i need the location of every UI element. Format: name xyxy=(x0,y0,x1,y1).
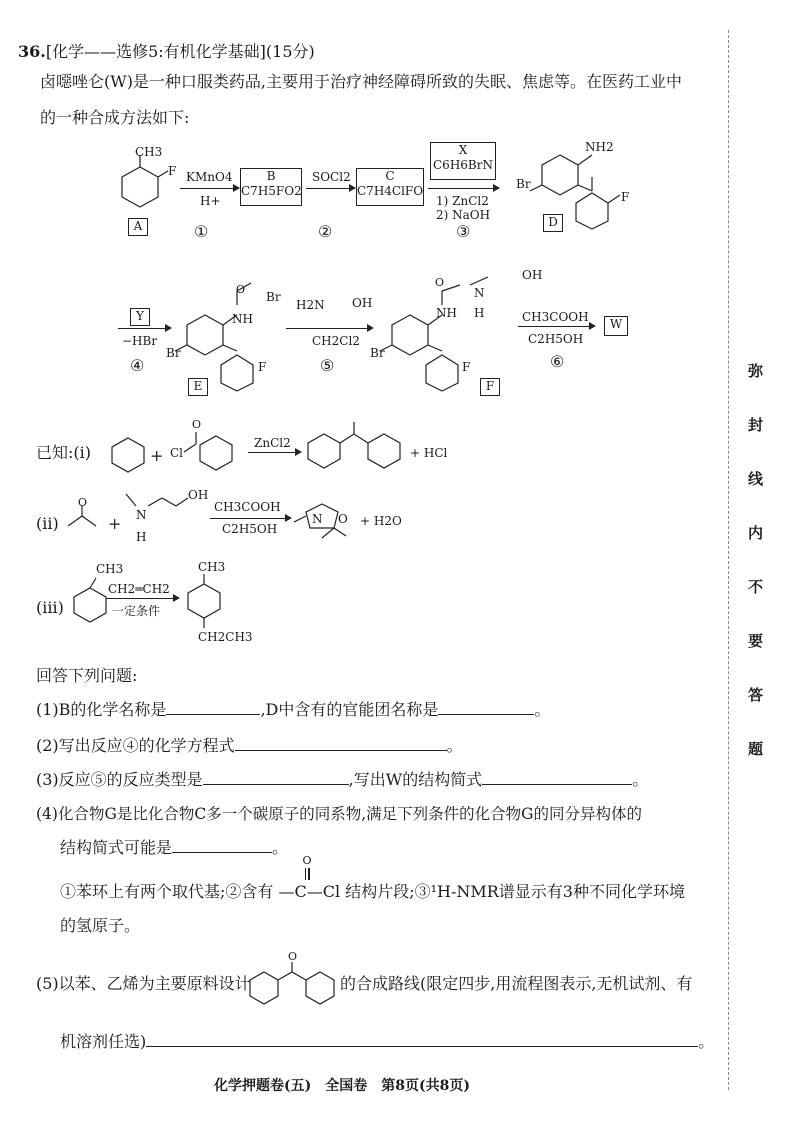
q4-fragment-double-bond xyxy=(305,868,307,880)
iii-bottom: 一定条件 xyxy=(112,604,161,618)
q3 xyxy=(36,770,648,790)
compound-C-box xyxy=(356,168,424,206)
B-label: B xyxy=(266,169,276,183)
q4-text-a: (4)化合物G是比化合物C多一个碳原子的同系物,满足下列条件的化合物G的同分异构体的 xyxy=(36,805,643,823)
arrow-iii xyxy=(106,598,178,599)
compound-E-structure xyxy=(165,265,285,395)
side-char-3: 线 xyxy=(748,470,764,488)
r3-cond2: 2) NaOH xyxy=(436,208,491,222)
F-NH: NH xyxy=(436,306,457,320)
r4-bottom: −HBr xyxy=(122,334,158,348)
E-Br2: Br xyxy=(166,346,181,360)
q1-answer-blank-2[interactable] xyxy=(438,700,534,715)
E-Br1: Br xyxy=(266,290,281,304)
ii-plus: + xyxy=(108,514,122,533)
X-formula: C6H6BrN xyxy=(433,158,493,172)
q4-line2 xyxy=(60,838,288,858)
ii-top: CH3COOH xyxy=(214,500,281,514)
D-NH2: NH2 xyxy=(585,140,614,154)
q3-text-b: ,写出W的结构简式 xyxy=(348,770,483,789)
q5-text-c: 机溶剂任选) xyxy=(60,1032,147,1051)
r1-top: KMnO4 xyxy=(186,170,233,184)
q5-benzophenone-structure xyxy=(246,962,338,1008)
C-formula: C7H4ClFO xyxy=(357,184,424,198)
ii-bottom: C2H5OH xyxy=(222,522,278,536)
q1-text-a: (1)B的化学名称是 xyxy=(36,700,167,719)
q4-cond-1: ①苯环上有两个取代基;②含有 xyxy=(60,882,274,901)
side-char-8: 题 xyxy=(748,740,764,758)
compound-D-label: D xyxy=(543,214,563,232)
iii-top: CH2═CH2 xyxy=(108,582,170,596)
arrow-ii xyxy=(210,518,290,519)
known-lead: 已知:(ⅰ) xyxy=(36,443,91,462)
ii-N: N xyxy=(136,508,147,522)
arrow-r2 xyxy=(306,188,354,189)
r6-top: CH3COOH xyxy=(522,310,589,324)
arrow-r3 xyxy=(428,188,498,189)
q2 xyxy=(36,736,463,756)
compound-E-label: E xyxy=(188,378,208,396)
E-NH: NH xyxy=(232,312,253,326)
ii-label: (ⅱ) xyxy=(36,514,59,533)
q3-answer-blank-2[interactable] xyxy=(482,770,632,785)
q4-text-c: 。 xyxy=(272,838,289,857)
q5-line3 xyxy=(60,1032,714,1052)
F-H: H xyxy=(474,306,485,320)
F-Br: Br xyxy=(370,346,385,360)
arrow-i xyxy=(248,452,300,453)
intro-line-1: 卤噁唑仑(W)是一种口服类药品,主要用于治疗神经障碍所致的失眠、焦虑等。在医药工业中 xyxy=(40,72,683,91)
q5-O: O xyxy=(288,950,298,963)
r2-top: SOCl2 xyxy=(312,170,351,184)
compound-W-label: W xyxy=(604,316,628,336)
r1-num: ① xyxy=(194,222,209,241)
ii-H: H xyxy=(136,530,147,544)
q3-answer-blank-1[interactable] xyxy=(203,770,349,785)
q4-text-b: 结构简式可能是 xyxy=(60,838,173,857)
r3-cond1: 1) ZnCl2 xyxy=(436,194,489,208)
i-cond: ZnCl2 xyxy=(254,436,291,450)
r3-num: ③ xyxy=(456,222,471,241)
D-Br: Br xyxy=(516,177,531,191)
arrow-r5 xyxy=(286,328,372,329)
question-title: [化学——选修5:有机化学基础](15分) xyxy=(45,42,315,61)
r5-H2N: H2N xyxy=(296,298,325,312)
r2-num: ② xyxy=(318,222,333,241)
q4-fragment-text: —C—Cl xyxy=(278,882,341,901)
ii-plus2: + H2O xyxy=(360,514,402,528)
i-plus: + xyxy=(150,446,164,465)
q1 xyxy=(36,700,550,720)
question-number-title xyxy=(18,42,315,62)
r6-num: ⑥ xyxy=(550,352,565,371)
A-CH3: CH3 xyxy=(135,145,163,159)
q5-text-b: 的合成路线(限定四步,用流程图表示,无机试剂、有 xyxy=(340,974,693,993)
E-O: O xyxy=(236,283,246,296)
q3-text-c: 。 xyxy=(632,770,649,789)
q4-conditions xyxy=(60,854,685,902)
iii-CH3b: CH3 xyxy=(198,560,226,574)
q1-answer-blank-1[interactable] xyxy=(166,700,260,715)
side-char-1: 弥 xyxy=(748,362,764,380)
question-number: 36. xyxy=(18,42,46,61)
side-char-7: 答 xyxy=(748,686,764,704)
reagent-X-box xyxy=(430,142,496,180)
q4-cond-2: 结构片段;③¹H-NMR谱显示有3种不同化学环境 xyxy=(345,882,685,901)
q1-text-c: 。 xyxy=(534,700,551,719)
C-label: C xyxy=(385,169,395,183)
i-O: O xyxy=(192,418,202,431)
iii-CH2CH3: CH2CH3 xyxy=(198,630,253,644)
compound-F-structure xyxy=(370,265,520,395)
arrow-r6 xyxy=(518,326,594,327)
r1-bottom: H+ xyxy=(200,194,221,208)
r4-num: ④ xyxy=(130,356,145,375)
intro-line-2: 的一种合成方法如下: xyxy=(40,108,190,127)
q1-text-b: ,D中含有的官能团名称是 xyxy=(260,700,439,719)
iii-CH3a: CH3 xyxy=(96,562,124,576)
q4-answer-blank[interactable] xyxy=(172,838,272,853)
questions-prompt: 回答下列问题: xyxy=(36,666,138,685)
iii-label: (ⅲ) xyxy=(36,598,64,617)
side-char-5: 不 xyxy=(748,578,764,596)
ethyltoluene-structure xyxy=(184,572,224,636)
F-OH: OH xyxy=(522,268,543,282)
q4-text-e: 的氢原子。 xyxy=(60,916,141,935)
q4-fragment xyxy=(278,854,341,902)
X-label: X xyxy=(458,143,468,157)
compound-B-box xyxy=(240,168,302,206)
r5-bottom: CH2Cl2 xyxy=(312,334,360,348)
ii-N2: N xyxy=(312,512,323,526)
side-char-6: 要 xyxy=(748,632,764,650)
benzophenone-structure xyxy=(304,418,404,470)
r5-num: ⑤ xyxy=(320,356,335,375)
q3-text-a: (3)反应⑤的反应类型是 xyxy=(36,770,203,789)
oxazolidine-structure xyxy=(292,496,362,540)
r5-OH: OH xyxy=(352,296,373,310)
toluene-structure xyxy=(70,578,110,626)
compound-D-structure xyxy=(520,135,640,235)
q4-fragment-O: O xyxy=(302,854,312,867)
F-N: N xyxy=(474,286,485,300)
F-F: F xyxy=(462,360,471,374)
reagent-Y-label: Y xyxy=(130,308,150,326)
benzoyl-chloride-structure xyxy=(184,430,244,470)
A-F: F xyxy=(168,164,177,178)
side-char-4: 内 xyxy=(748,524,764,542)
i-plus2: + HCl xyxy=(410,446,448,460)
side-char-2: 封 xyxy=(748,416,764,434)
arrow-r1 xyxy=(180,188,238,189)
F-O: O xyxy=(435,276,445,289)
arrow-r4 xyxy=(118,328,170,329)
compound-F-label: F xyxy=(480,378,500,396)
acetone-structure xyxy=(66,506,102,530)
B-formula: C7H5FO2 xyxy=(241,184,302,198)
q5-text-d: 。 xyxy=(698,1032,715,1051)
D-F: F xyxy=(621,190,630,204)
q2-text-a: (2)写出反应④的化学方程式 xyxy=(36,736,235,755)
ii-O: O xyxy=(78,496,88,509)
page-footer: 化学押题卷(五) 全国卷 第8页(共8页) xyxy=(214,1078,470,1094)
q5-answer-blank[interactable] xyxy=(146,1032,698,1047)
compound-A-label: A xyxy=(128,218,148,236)
q5-text-a: (5)以苯、乙烯为主要原料设计 xyxy=(36,974,251,993)
ii-O2: O xyxy=(338,512,348,526)
q2-text-b: 。 xyxy=(446,736,463,755)
seal-line xyxy=(728,30,729,1090)
ii-OH: OH xyxy=(188,488,209,502)
E-F: F xyxy=(258,360,267,374)
benzene-icon xyxy=(108,436,148,472)
i-Cl: Cl xyxy=(170,446,184,460)
r6-bottom: C2H5OH xyxy=(528,332,584,346)
q2-answer-blank[interactable] xyxy=(235,736,447,751)
